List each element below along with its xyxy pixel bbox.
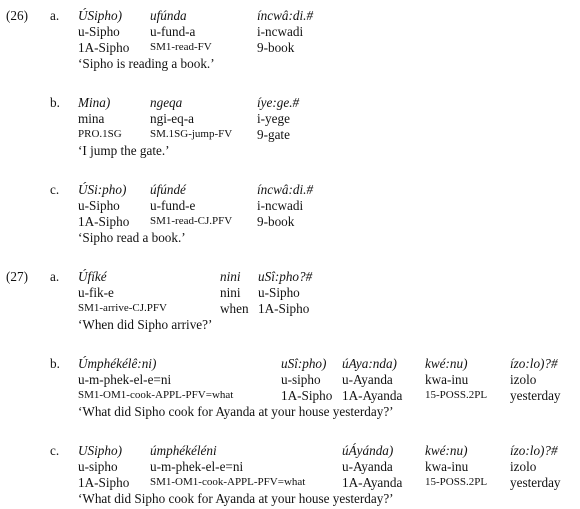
prosodic-word: kwé:nu) (425, 356, 468, 371)
prosodic-word: ízo:lo)?# (510, 443, 558, 458)
segmented-word: ngi-eq-a (150, 111, 194, 126)
segmented-word: u-Ayanda (342, 372, 393, 387)
prosodic-word: Úmphékélê:ni) (78, 356, 157, 371)
segmented-word: kwa-inu (425, 372, 469, 387)
item-letter: a. (50, 8, 60, 23)
gloss-word: 9-gate (257, 127, 290, 142)
item-letter: c. (50, 182, 60, 197)
prosodic-word: ÚSipho) (78, 8, 122, 23)
gloss-word: SM1-read-CJ.PFV (150, 215, 233, 227)
gloss-word: 1A-Sipho (258, 301, 310, 316)
gloss-word: 1A-Ayanda (342, 475, 403, 490)
segmented-word: u-Ayanda (342, 459, 393, 474)
segmented-word: u-sipho (78, 459, 118, 474)
segmented-word: u-m-phek-el-e=ni (150, 459, 244, 474)
item-letter: b. (50, 356, 60, 371)
prosodic-word: ngeqa (150, 95, 183, 110)
gloss-word: yesterday (510, 388, 561, 403)
segmented-word: i-ncwadi (257, 24, 304, 39)
gloss-word: 1A-Sipho (78, 475, 130, 490)
segmented-word: u-fund-a (150, 24, 196, 39)
prosodic-word: íncwâ:di.# (257, 182, 314, 197)
prosodic-word: úfúndé (150, 182, 186, 197)
segmented-word: u-Sipho (78, 24, 120, 39)
segmented-word: u-fik-e (78, 285, 114, 300)
prosodic-word: íye:ge.# (257, 95, 300, 110)
segmented-word: izolo (510, 459, 537, 474)
segmented-word: i-ncwadi (257, 198, 304, 213)
free-translation: ‘Sipho is reading a book.’ (78, 56, 215, 71)
gloss-word: 15-POSS.2PL (425, 389, 488, 401)
prosodic-word: kwé:nu) (425, 443, 468, 458)
gloss-word: 1A-Ayanda (342, 388, 403, 403)
example-number: (27) (6, 269, 28, 284)
gloss-word: PRO.1SG (78, 128, 122, 140)
prosodic-word: úÁyánda) (342, 443, 394, 458)
free-translation: ‘What did Sipho cook for Ayanda at your house yesterday?’ (78, 491, 394, 506)
prosodic-word: Úfíké (78, 269, 107, 284)
item-letter: c. (50, 443, 60, 458)
gloss-word: 1A-Sipho (281, 388, 333, 403)
segmented-word: mina (78, 111, 105, 126)
gloss-word: SM1-read-FV (150, 41, 212, 53)
free-translation: ‘Sipho read a book.’ (78, 230, 186, 245)
item-letter: a. (50, 269, 60, 284)
segmented-word: u-sipho (281, 372, 321, 387)
prosodic-word: íncwâ:di.# (257, 8, 314, 23)
free-translation: ‘I jump the gate.’ (78, 143, 170, 158)
gloss-word: 9-book (257, 40, 295, 55)
prosodic-word: nini (220, 269, 241, 284)
item-letter: b. (50, 95, 60, 110)
gloss-word: 1A-Sipho (78, 214, 130, 229)
gloss-word: SM1-OM1-cook-APPL-PFV=what (78, 389, 234, 401)
segmented-word: i-yege (257, 111, 290, 126)
example-number: (26) (6, 8, 28, 23)
segmented-word: u-Sipho (78, 198, 120, 213)
gloss-word: SM1-arrive-CJ.PFV (78, 302, 167, 314)
gloss-word: SM1-OM1-cook-APPL-PFV=what (150, 476, 306, 488)
gloss-word: SM.1SG-jump-FV (150, 128, 233, 140)
segmented-word: izolo (510, 372, 537, 387)
prosodic-word: úAya:nda) (342, 356, 397, 371)
prosodic-word: ízo:lo)?# (510, 356, 558, 371)
prosodic-word: uSî:pho?# (258, 269, 313, 284)
prosodic-word: ÚSi:pho) (78, 182, 127, 197)
prosodic-word: USipho) (78, 443, 122, 458)
segmented-word: kwa-inu (425, 459, 469, 474)
segmented-word: u-m-phek-el-e=ni (78, 372, 172, 387)
segmented-word: u-fund-e (150, 198, 196, 213)
segmented-word: nini (220, 285, 241, 300)
prosodic-word: úmphékéléni (150, 443, 217, 458)
gloss-word: yesterday (510, 475, 561, 490)
free-translation: ‘What did Sipho cook for Ayanda at your house yesterday?’ (78, 404, 394, 419)
gloss-word: when (220, 301, 249, 316)
gloss-word: 1A-Sipho (78, 40, 130, 55)
gloss-word: 15-POSS.2PL (425, 476, 488, 488)
prosodic-word: ufúnda (150, 8, 187, 23)
free-translation: ‘When did Sipho arrive?’ (78, 317, 213, 332)
gloss-word: 9-book (257, 214, 295, 229)
segmented-word: u-Sipho (258, 285, 300, 300)
prosodic-word: Mina) (78, 95, 111, 110)
prosodic-word: uSî:pho) (281, 356, 327, 371)
